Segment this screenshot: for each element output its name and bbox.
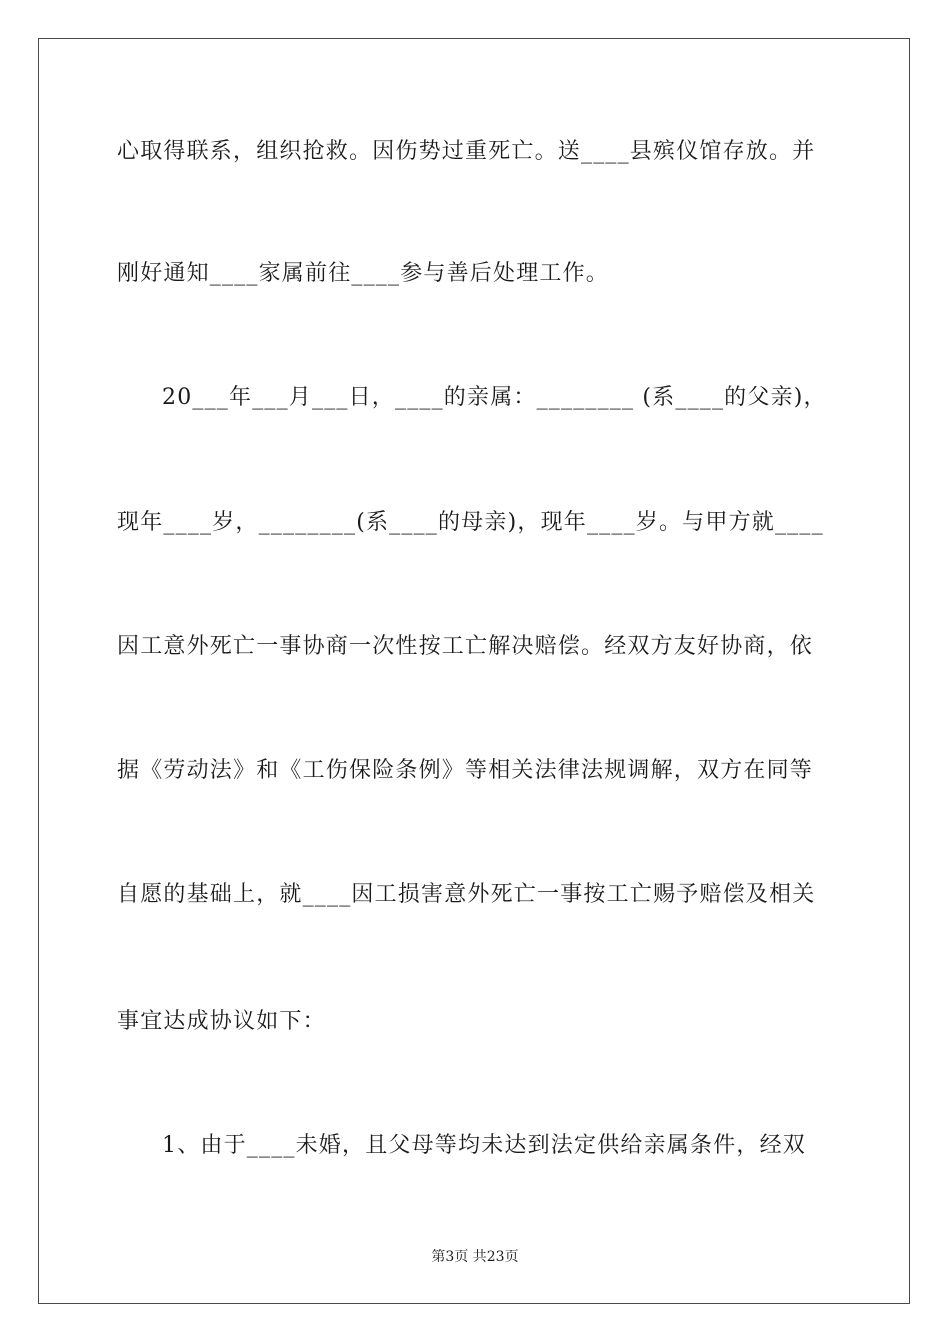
document-line-6: 据《劳动法》和《工伤保险条例》等相关法律法规调解，双方在同等	[117, 758, 814, 783]
document-line-2: 刚好通知____家属前往____参与善后处理工作。	[117, 261, 610, 286]
document-line-5: 因工意外死亡一事协商一次性按工亡解决赔偿。经双方友好协商，依	[117, 634, 814, 659]
document-line-3: 20___年___月___日，____的亲属：________ (系____的父亲)，	[162, 385, 827, 410]
document-line-9: 1、由于____未婚，且父母等均未达到法定供给亲属条件，经双	[162, 1133, 806, 1158]
page-border	[38, 38, 910, 1304]
document-line-8: 事宜达成协议如下：	[117, 1009, 326, 1034]
document-line-1: 心取得联系，组织抢救。因伤势过重死亡。送____县殡仪馆存放。并	[117, 139, 816, 164]
document-line-7: 自愿的基础上，就____因工损害意外死亡一事按工亡赐予赔偿及相关	[117, 882, 816, 907]
page-number-footer: 第3页 共23页	[431, 1249, 519, 1265]
document-line-4: 现年____岁，________(系____的母亲)，现年____岁。与甲方就____	[117, 510, 824, 535]
